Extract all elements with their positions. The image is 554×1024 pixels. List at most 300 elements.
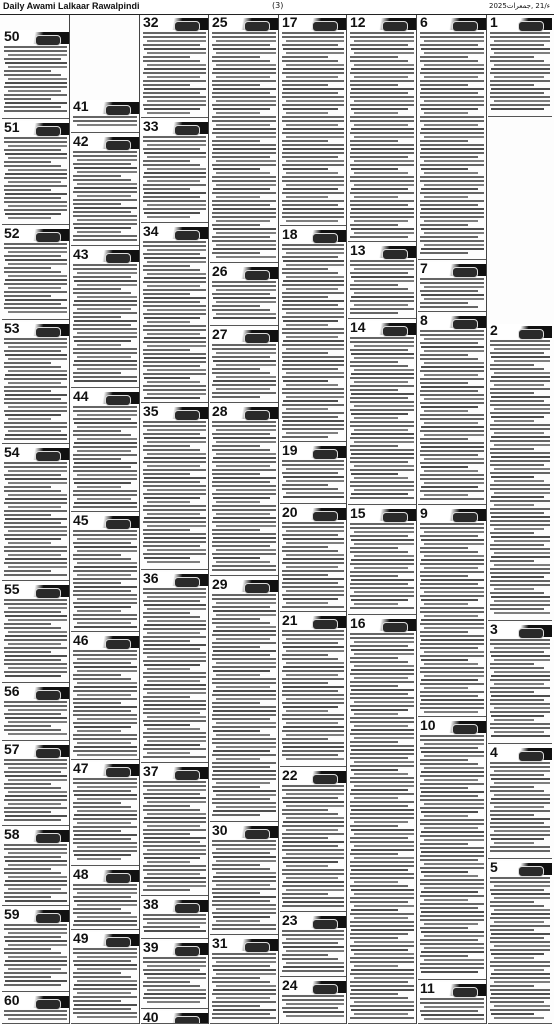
- ad-number: 44: [73, 390, 89, 404]
- text-line: [420, 623, 484, 625]
- text-line: [4, 799, 67, 801]
- text-line: [350, 753, 414, 755]
- text-line: [144, 993, 206, 995]
- text-line: [420, 527, 484, 529]
- text-line: [213, 48, 276, 50]
- text-line: [73, 590, 131, 592]
- text-line: [494, 360, 550, 362]
- text-line: [74, 920, 137, 922]
- text-line: [282, 897, 344, 899]
- text-line: [420, 903, 484, 905]
- text-line: [143, 449, 200, 451]
- ad-divider: [2, 991, 69, 992]
- text-line: [354, 220, 408, 222]
- text-line: [4, 177, 67, 179]
- text-line: [354, 441, 414, 443]
- ad-divider: [488, 620, 552, 621]
- text-line: [491, 68, 550, 70]
- text-line: [354, 232, 414, 234]
- text-line: [421, 168, 468, 170]
- ad-divider: [210, 402, 278, 403]
- text-line: [143, 997, 206, 999]
- text-line: [147, 861, 190, 863]
- text-line: [420, 763, 478, 765]
- ad-header: [210, 265, 278, 280]
- text-line: [424, 803, 484, 805]
- text-line: [74, 207, 137, 209]
- text-line: [77, 786, 137, 788]
- text-line: [73, 650, 137, 652]
- text-line: [282, 460, 344, 462]
- text-line: [354, 641, 414, 643]
- ad-number: 32: [143, 16, 159, 30]
- text-line: [420, 919, 484, 921]
- text-line: [420, 571, 484, 573]
- text-line: [143, 140, 206, 142]
- text-line: [350, 633, 414, 635]
- text-line: [350, 673, 414, 675]
- text-line: [73, 446, 137, 448]
- ad-header-band: [448, 316, 486, 328]
- text-line: [4, 534, 67, 536]
- text-line: [490, 404, 550, 406]
- text-line: [494, 588, 534, 590]
- text-line: [421, 891, 478, 893]
- text-line: [4, 366, 61, 368]
- text-line: [420, 252, 468, 254]
- text-line: [283, 578, 344, 580]
- text-line: [420, 655, 484, 657]
- text-line: [490, 905, 544, 907]
- text-line: [73, 151, 137, 153]
- text-line: [4, 94, 67, 96]
- text-line: [354, 489, 414, 491]
- text-line: [212, 285, 276, 287]
- text-line: [491, 838, 544, 840]
- classified-ad: [2, 30, 69, 119]
- text-line: [212, 1001, 276, 1003]
- text-line: [212, 216, 276, 218]
- text-line: [143, 781, 206, 783]
- text-line: [490, 937, 544, 939]
- text-line: [282, 869, 344, 871]
- text-line: [143, 473, 190, 475]
- column-rule: [208, 15, 209, 1024]
- text-line: [143, 696, 190, 698]
- text-line: [4, 562, 67, 564]
- text-line: [421, 911, 484, 913]
- text-line: [351, 829, 414, 831]
- text-line: [4, 570, 51, 572]
- text-line: [420, 631, 468, 633]
- text-line: [350, 861, 414, 863]
- text-line: [144, 704, 206, 706]
- text-line: [4, 856, 61, 858]
- ad-divider: [418, 979, 486, 980]
- ad-header-band: [310, 771, 346, 783]
- text-line: [74, 814, 137, 816]
- text-line: [421, 871, 468, 873]
- text-line: [350, 236, 408, 238]
- text-line: [77, 810, 137, 812]
- text-line: [144, 517, 206, 519]
- text-line: [282, 630, 344, 632]
- ad-divider: [141, 117, 208, 118]
- classified-ad: [280, 614, 346, 767]
- text-line: [351, 809, 414, 811]
- ad-body-text: [488, 32, 552, 117]
- text-line: [212, 449, 270, 451]
- ad-body-text: [210, 32, 278, 263]
- text-line: [351, 769, 398, 771]
- text-line: [4, 546, 67, 548]
- text-line: [143, 918, 206, 920]
- text-line: [350, 985, 414, 987]
- text-line: [420, 56, 468, 58]
- text-line: [350, 547, 398, 549]
- text-line: [77, 171, 137, 173]
- text-line: [354, 136, 414, 138]
- text-line: [74, 320, 137, 322]
- text-line: [4, 307, 67, 309]
- text-line: [143, 545, 200, 547]
- text-line: [282, 586, 344, 588]
- text-line: [350, 156, 408, 158]
- ad-header-band: [240, 826, 278, 838]
- ad-body-text: [141, 781, 208, 896]
- text-line: [212, 156, 270, 158]
- text-line: [212, 533, 276, 535]
- ad-header: [418, 982, 486, 997]
- text-line: [212, 521, 276, 523]
- text-line: [8, 181, 61, 183]
- ad-number: 6: [420, 16, 428, 30]
- ad-header-band: [448, 18, 486, 30]
- text-line: [144, 930, 206, 932]
- text-line: [216, 746, 276, 748]
- text-line: [212, 240, 276, 242]
- text-line: [491, 675, 550, 677]
- text-line: [216, 848, 276, 850]
- text-line: [283, 1011, 344, 1013]
- text-line: [420, 551, 478, 553]
- paper-name: Daily Awami Lalkaar Rawalpindi: [3, 1, 140, 11]
- text-line: [420, 204, 478, 206]
- text-line: [4, 486, 51, 488]
- text-line: [147, 40, 206, 42]
- text-line: [4, 510, 67, 512]
- text-line: [143, 80, 206, 82]
- ad-body-text: [141, 957, 208, 1009]
- text-line: [4, 386, 67, 388]
- text-line: [286, 252, 344, 254]
- text-line: [143, 957, 206, 959]
- text-line: [494, 40, 550, 42]
- text-line: [73, 602, 137, 604]
- ad-body-text: [348, 337, 416, 505]
- text-line: [213, 896, 276, 898]
- ad-header-band: [32, 32, 69, 44]
- text-line: [350, 685, 398, 687]
- text-line: [424, 555, 484, 557]
- text-line: [216, 124, 270, 126]
- text-line: [350, 583, 408, 585]
- text-line: [77, 610, 121, 612]
- text-line: [282, 272, 338, 274]
- text-line: [420, 342, 478, 344]
- text-line: [216, 662, 276, 664]
- text-line: [494, 969, 544, 971]
- text-line: [4, 402, 67, 404]
- text-line: [216, 364, 276, 366]
- ad-category-badge: [244, 410, 270, 421]
- text-line: [420, 490, 484, 492]
- text-line: [5, 980, 67, 982]
- text-line: [8, 346, 67, 348]
- text-line: [420, 176, 484, 178]
- text-line: [212, 802, 276, 804]
- text-line: [213, 297, 276, 299]
- text-line: [421, 366, 484, 368]
- text-line: [73, 458, 121, 460]
- text-line: [350, 44, 408, 46]
- ad-header: [71, 390, 139, 405]
- ad-header: [210, 16, 278, 31]
- text-line: [491, 108, 544, 110]
- text-line: [283, 148, 344, 150]
- ad-body-text: [418, 998, 486, 1024]
- ad-number: 9: [420, 507, 428, 521]
- text-line: [73, 838, 131, 840]
- text-line: [490, 584, 550, 586]
- text-line: [286, 336, 338, 338]
- text-line: [147, 321, 190, 323]
- text-line: [490, 822, 544, 824]
- text-line: [421, 559, 484, 561]
- text-line: [420, 583, 478, 585]
- text-line: [354, 567, 408, 569]
- text-line: [74, 706, 137, 708]
- text-line: [73, 155, 137, 157]
- classified-ad: [2, 322, 69, 444]
- text-line: [420, 927, 468, 929]
- text-line: [143, 361, 206, 363]
- text-line: [490, 766, 550, 768]
- text-line: [354, 280, 414, 282]
- text-line: [424, 422, 478, 424]
- text-line: [282, 404, 344, 406]
- text-line: [147, 381, 200, 383]
- text-line: [350, 801, 414, 803]
- text-line: [491, 953, 544, 955]
- text-line: [283, 88, 344, 90]
- text-line: [212, 618, 260, 620]
- text-line: [143, 493, 206, 495]
- text-line: [282, 785, 344, 787]
- text-line: [8, 643, 61, 645]
- text-line: [216, 465, 270, 467]
- text-line: [216, 985, 276, 987]
- text-line: [490, 643, 550, 645]
- text-line: [77, 658, 137, 660]
- ad-number: 51: [4, 121, 20, 135]
- text-line: [282, 436, 328, 438]
- text-line: [282, 942, 338, 944]
- text-line: [350, 180, 414, 182]
- text-line: [350, 637, 414, 639]
- text-line: [4, 350, 61, 352]
- text-line: [490, 484, 550, 486]
- classified-ad: [348, 244, 416, 319]
- text-line: [494, 420, 534, 422]
- text-line: [424, 410, 468, 412]
- text-line: [74, 854, 131, 856]
- ad-category-badge: [35, 913, 61, 924]
- text-line: [350, 873, 414, 875]
- text-line: [420, 358, 478, 360]
- text-line: [491, 516, 550, 518]
- text-line: [4, 438, 67, 440]
- text-line: [212, 880, 276, 882]
- text-line: [420, 60, 478, 62]
- ad-header: [418, 262, 486, 277]
- text-line: [216, 638, 270, 640]
- text-line: [490, 786, 534, 788]
- text-line: [144, 797, 206, 799]
- text-line: [424, 591, 484, 593]
- text-line: [283, 746, 344, 748]
- ad-category-badge: [244, 333, 270, 344]
- text-line: [213, 710, 276, 712]
- text-line: [420, 442, 484, 444]
- text-line: [77, 159, 137, 161]
- text-line: [143, 253, 200, 255]
- ad-header: [141, 120, 208, 135]
- text-line: [212, 868, 270, 870]
- ad-header-band: [171, 900, 208, 912]
- text-line: [420, 735, 484, 737]
- text-line: [424, 923, 478, 925]
- text-line: [490, 60, 544, 62]
- text-line: [73, 554, 121, 556]
- text-line: [73, 191, 137, 193]
- text-line: [283, 726, 344, 728]
- text-line: [282, 954, 328, 956]
- text-line: [77, 730, 121, 732]
- text-line: [73, 454, 137, 456]
- text-line: [424, 76, 478, 78]
- ad-header-band: [378, 509, 416, 521]
- text-line: [490, 72, 550, 74]
- text-line: [212, 798, 270, 800]
- classified-ad: [71, 514, 139, 632]
- ad-header: [280, 16, 346, 31]
- text-line: [143, 688, 206, 690]
- text-line: [143, 748, 206, 750]
- text-line: [8, 406, 67, 408]
- ad-header-band: [101, 764, 139, 776]
- text-line: [420, 104, 484, 106]
- text-line: [4, 70, 51, 72]
- text-line: [212, 981, 270, 983]
- text-line: [424, 675, 484, 677]
- ad-divider: [2, 319, 69, 320]
- ad-body-text: [2, 462, 69, 581]
- ad-category-badge: [35, 327, 61, 338]
- text-line: [8, 876, 67, 878]
- text-line: [490, 881, 550, 883]
- text-line: [420, 370, 484, 372]
- ad-header: [141, 941, 208, 956]
- ad-body-text: [280, 630, 346, 767]
- text-line: [282, 296, 328, 298]
- ad-category-badge: [312, 21, 338, 32]
- text-line: [147, 64, 206, 66]
- ad-category-badge: [244, 829, 270, 840]
- text-line: [74, 462, 137, 464]
- text-line: [4, 763, 67, 765]
- text-line: [213, 68, 276, 70]
- ad-category-badge: [35, 35, 61, 46]
- text-line: [213, 989, 276, 991]
- text-line: [286, 853, 344, 855]
- ad-header-band: [310, 446, 346, 458]
- classified-ad: [210, 824, 278, 935]
- ad-divider: [141, 938, 208, 939]
- text-line: [8, 157, 67, 159]
- ad-header-band: [171, 122, 208, 134]
- classified-ad: [280, 444, 346, 504]
- text-line: [8, 554, 61, 556]
- text-line: [8, 709, 67, 711]
- text-line: [420, 647, 478, 649]
- text-line: [144, 877, 206, 879]
- ad-header-band: [171, 767, 208, 779]
- text-line: [354, 555, 414, 557]
- text-line: [283, 686, 344, 688]
- ad-number: 43: [73, 248, 89, 262]
- text-line: [147, 849, 206, 851]
- text-line: [350, 733, 414, 735]
- text-line: [286, 480, 344, 482]
- text-line: [8, 430, 61, 432]
- text-line: [424, 220, 478, 222]
- text-line: [216, 908, 276, 910]
- text-line: [143, 809, 200, 811]
- text-line: [216, 872, 276, 874]
- text-line: [282, 416, 338, 418]
- text-line: [212, 726, 276, 728]
- text-line: [147, 465, 200, 467]
- text-line: [420, 1002, 484, 1004]
- text-line: [490, 92, 544, 94]
- text-line: [350, 933, 408, 935]
- text-line: [77, 438, 137, 440]
- text-line: [424, 1006, 484, 1008]
- text-line: [354, 112, 398, 114]
- ad-category-badge: [244, 942, 270, 953]
- text-line: [143, 616, 200, 618]
- text-line: [420, 907, 478, 909]
- text-line: [420, 72, 484, 74]
- text-line: [77, 622, 131, 624]
- text-line: [143, 712, 200, 714]
- ad-category-badge: [105, 105, 131, 116]
- text-line: [420, 783, 484, 785]
- text-line: [282, 658, 338, 660]
- text-line: [351, 949, 408, 951]
- ad-header-band: [32, 585, 69, 597]
